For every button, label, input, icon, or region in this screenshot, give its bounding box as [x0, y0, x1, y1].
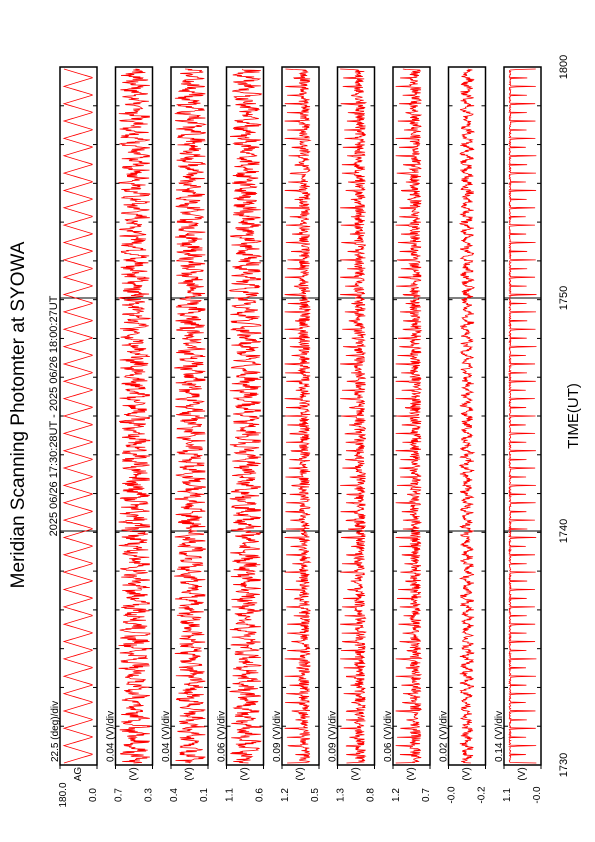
panel-scale-label: 0.09 (V)/div [272, 710, 283, 762]
value-tick-label-low: -0.0 [532, 786, 543, 804]
value-tick-label-low: 0.6 [254, 788, 266, 802]
time-range-label: 2025 06/26 17:30:28UT - 2025 06/26 18:00:27UT [48, 295, 60, 537]
x-tick-label: 1800 [558, 54, 570, 80]
panel-axis-label: AG [73, 766, 84, 782]
panel-axis-label: (V) [184, 767, 195, 781]
value-tick-label-high: 1.1 [224, 788, 236, 802]
trace-5577 [119, 69, 150, 763]
value-tick-label-high: 1.3 [335, 788, 347, 802]
value-tick-label-high: 1.1 [502, 788, 513, 802]
panel-5577 [106, 67, 155, 802]
panel-4278 [217, 67, 266, 802]
panel-axis-label: (V) [406, 767, 417, 781]
trace-4278 [230, 69, 261, 763]
panel-axis-label: (V) [295, 767, 306, 781]
value-tick-label-high: 1.2 [391, 788, 402, 802]
value-tick-label-high: 0.4 [169, 788, 180, 802]
panel-axis-label: (V) [350, 767, 362, 781]
panel-scale-label: 22.5 (deg)/div [50, 700, 61, 762]
panel-scale-label: 0.14 (V)/div [494, 710, 505, 762]
value-tick-label-high: -0.0 [446, 786, 458, 804]
value-tick-label-high: 0.7 [113, 788, 125, 802]
panels [50, 67, 543, 808]
panel-6300 [161, 67, 210, 802]
panel-scale-label: 0.06 (V)/div [216, 710, 228, 762]
panel-scale-label: 0.04 (V)/div [105, 710, 117, 762]
value-tick-label-low: 0.8 [365, 788, 377, 802]
panel-bg [494, 67, 543, 804]
trace-bg [509, 69, 536, 763]
x-tick-label: 1740 [558, 518, 570, 544]
panel-frame [60, 67, 97, 765]
value-tick-label-low: 0.1 [199, 788, 210, 802]
x-tick-label: 1730 [558, 752, 570, 778]
trace-AG [64, 69, 92, 763]
value-tick-label-high: 180.0 [58, 782, 69, 808]
panel-scale-label: 0.06 (V)/div [383, 710, 394, 762]
trace-5893 [460, 69, 475, 763]
panel-5893 [439, 67, 488, 804]
panel-4861 [272, 67, 321, 802]
x-tick-label: 1750 [558, 285, 570, 311]
panel-6563 [328, 67, 377, 802]
chart-title: Meridian Scanning Photomter at SYOWA [8, 241, 29, 589]
value-tick-label-low: 0.5 [310, 788, 321, 802]
panel-scale-label: 0.04 (V)/div [161, 710, 172, 762]
panel-scale-label: 0.02 (V)/div [438, 710, 450, 762]
trace-8446 [396, 69, 422, 763]
panel-scale-label: 0.09 (V)/div [327, 710, 339, 762]
panel-8446 [383, 67, 432, 802]
panel-axis-label: (V) [461, 767, 473, 781]
trace-6300 [174, 69, 205, 763]
value-tick-label-low: 0.0 [88, 788, 99, 802]
value-tick-label-high: 1.2 [280, 788, 291, 802]
panel-axis-label: (V) [239, 767, 251, 781]
panel-axis-label: (V) [517, 767, 528, 781]
panel-axis-label: (V) [128, 767, 140, 781]
x-axis-label: TIME(UT) [565, 383, 582, 449]
trace-6563 [340, 69, 366, 763]
value-tick-label-low: 0.3 [143, 788, 155, 802]
value-tick-label-low: 0.7 [421, 788, 432, 802]
value-tick-label-low: -0.2 [476, 786, 488, 804]
trace-4861 [285, 69, 311, 763]
